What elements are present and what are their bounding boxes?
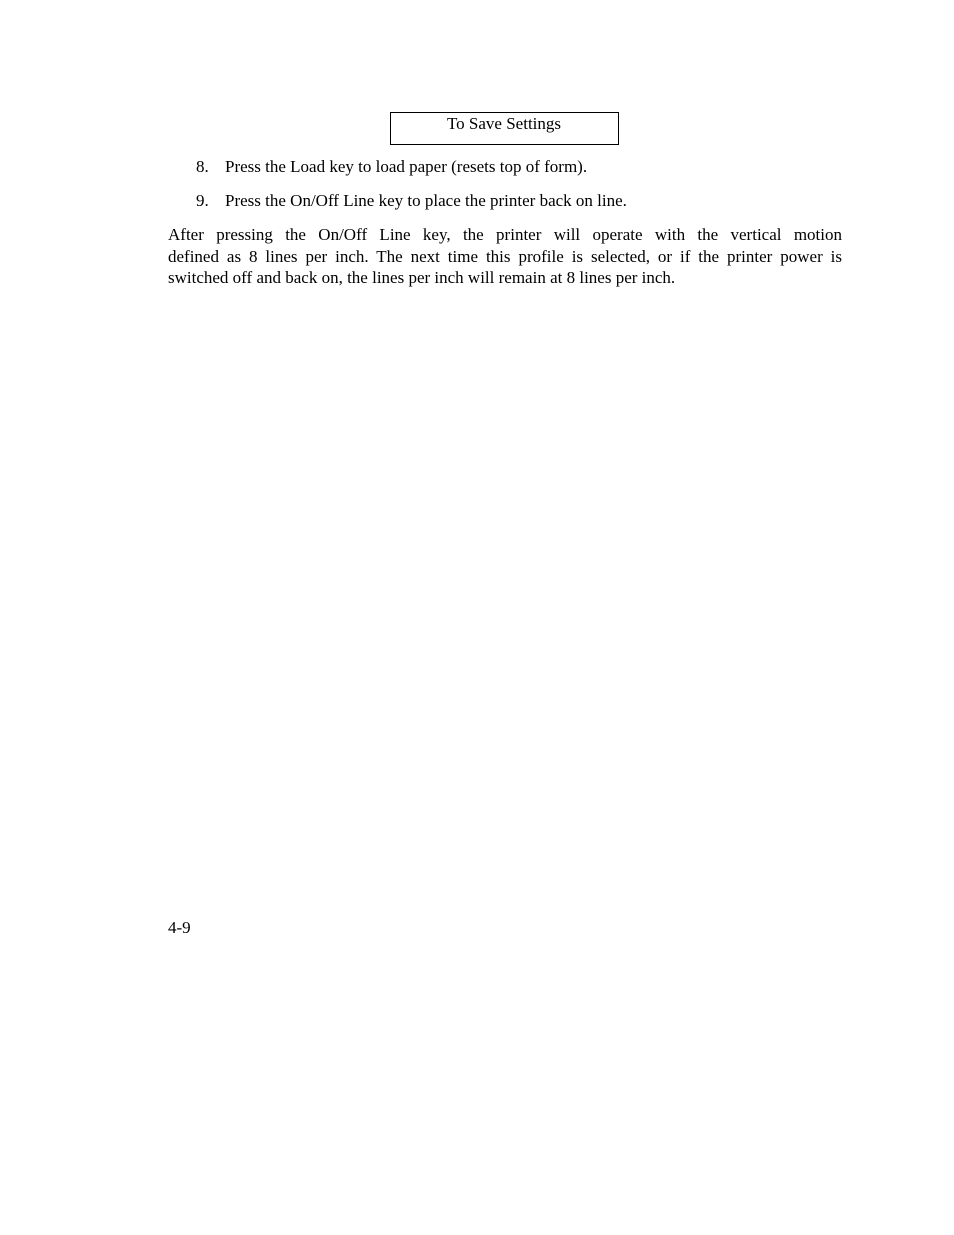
- step-number: 8.: [196, 157, 209, 176]
- step-item-8: [196, 156, 587, 178]
- step-text: Press the On/Off Line key to place the printer back on line.: [225, 191, 627, 210]
- step-text: Press the Load key to load paper (resets top of form).: [225, 157, 588, 176]
- page-number: 4-9: [168, 918, 191, 937]
- display-box-text: To Save Settings: [446, 114, 562, 133]
- body-paragraph: [168, 224, 842, 289]
- paragraph-line: After pressing the On/Off Line key, the printer will operate with the vertical motion: [168, 225, 842, 244]
- step-number: 9.: [196, 191, 209, 210]
- step-item-9: [196, 190, 627, 212]
- paragraph-line: defined as 8 lines per inch. The next time this profile is selected, or if the printer power is: [168, 246, 842, 266]
- lcd-display-box: [390, 112, 619, 145]
- paragraph-line: switched off and back on, the lines per inch will remain at 8 lines per inch.: [168, 268, 676, 287]
